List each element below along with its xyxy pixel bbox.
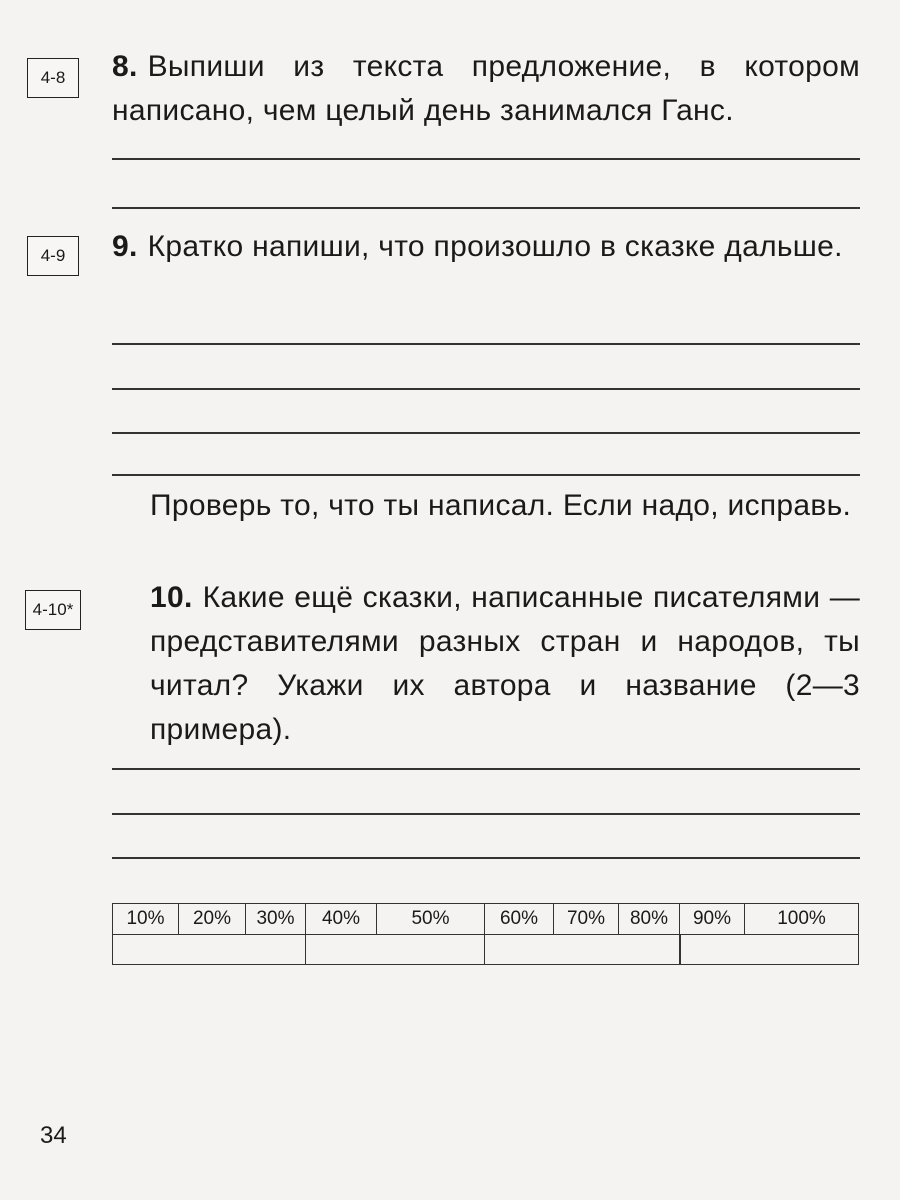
answer-line[interactable] <box>112 207 860 209</box>
task-code-box-9: 4-9 <box>27 236 79 276</box>
answer-line[interactable] <box>112 388 860 390</box>
grade-percent-cell: 80% <box>619 904 680 934</box>
task-number-9: 9. <box>112 230 138 263</box>
grade-percent-cell: 60% <box>485 904 554 934</box>
task-text-8: Выпиши из текста предложение, в котором написано, чем целый день занимался Ганс. <box>112 50 860 127</box>
grade-mark-cell[interactable] <box>485 935 680 964</box>
grade-mark-row <box>113 935 858 964</box>
answer-line[interactable] <box>112 813 860 815</box>
grade-mark-cell[interactable] <box>680 935 858 964</box>
grade-percent-row <box>113 904 858 935</box>
grade-percent-cell: 90% <box>680 904 745 934</box>
task-number-8: 8. <box>112 50 138 83</box>
grade-mark-cell[interactable] <box>306 935 485 964</box>
task-code-box-8: 4-8 <box>27 58 79 98</box>
answer-line[interactable] <box>112 432 860 434</box>
grade-percent-cell: 100% <box>777 908 826 929</box>
answer-line[interactable] <box>112 857 860 859</box>
task-9 <box>112 225 860 269</box>
grade-percent-cell: 40% <box>306 904 377 934</box>
grade-percent-cell: 50% <box>377 904 485 934</box>
grade-percent-cell: 70% <box>554 904 619 934</box>
grade-percent-cell: 10% <box>113 904 179 934</box>
task-text-9: Кратко напиши, что произошло в сказке дальше. <box>147 230 843 263</box>
task-8 <box>112 45 860 133</box>
answer-line[interactable] <box>112 158 860 160</box>
grade-percent-cell: 20% <box>179 904 246 934</box>
grade-table <box>112 903 859 965</box>
grade-percent-cell: 30% <box>246 904 306 934</box>
task-code-box-10: 4-10* <box>25 590 81 630</box>
task-text-10: Какие ещё сказки, написанные писателями — представителями разных стран и народов, ты читал? Укажи их автора и название (2—3 примера). <box>150 581 860 746</box>
task-10 <box>150 576 860 752</box>
check-instruction: Проверь то, что ты написал. Если надо, исправь. <box>150 489 852 522</box>
answer-line[interactable] <box>112 768 860 770</box>
answer-line[interactable] <box>112 474 860 476</box>
answer-line[interactable] <box>112 343 860 345</box>
task-number-10: 10. <box>150 581 193 614</box>
grade-mark-cell[interactable] <box>113 935 306 964</box>
page-number: 34 <box>40 1122 67 1149</box>
